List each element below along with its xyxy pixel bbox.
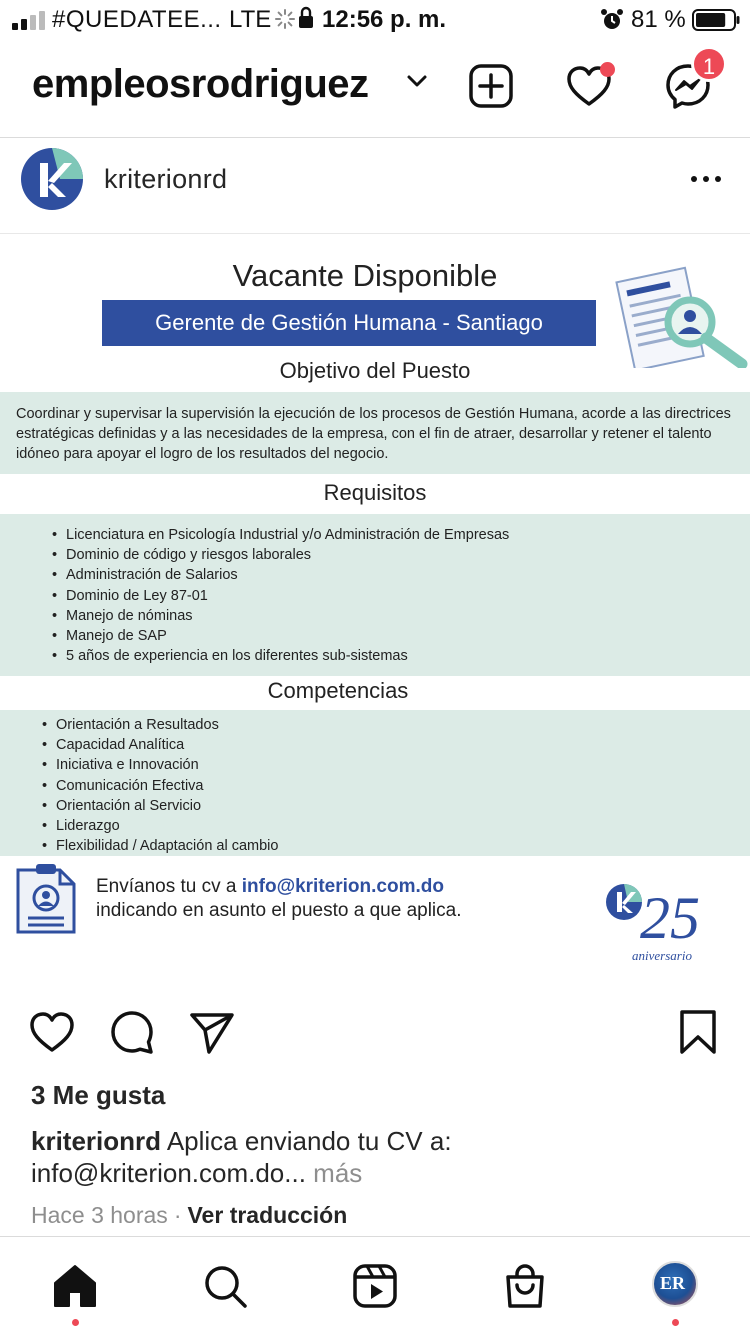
list-item: • Capacidad Analítica <box>56 735 750 755</box>
search-icon[interactable] <box>202 1263 248 1309</box>
reels-icon[interactable] <box>352 1263 398 1309</box>
competencies-list <box>56 715 750 856</box>
comment-icon[interactable] <box>108 1008 156 1056</box>
anniversary-number: 25 <box>640 885 700 951</box>
contact-prefix: Envíanos tu cv a <box>96 876 242 897</box>
profile-notification-dot <box>672 1319 679 1326</box>
requirements-block <box>0 514 750 676</box>
battery-percentage: 81 % <box>631 6 686 33</box>
app-header <box>0 42 750 138</box>
list-item: • Licenciatura en Psicología Industrial y/o Administración de Empresas <box>66 525 750 545</box>
contact-line-2: indicando en asunto el puesto a que aplica. <box>96 900 462 921</box>
alarm-icon <box>600 8 624 32</box>
vacancy-title: Vacante Disponible <box>232 258 498 293</box>
signal-icon <box>12 10 48 30</box>
contact-line-1 <box>96 876 444 898</box>
list-item: • Dominio de Ley 87-01 <box>66 586 750 606</box>
list-item: • Administración de Salarios <box>66 565 750 585</box>
contact-email: info@kriterion.com.do <box>241 876 444 897</box>
activity-dot <box>600 62 615 77</box>
objective-text: Coordinar y supervisar la supervisión la ejecución de los procesos de Gestión Humana, acorde a las directrices estratégicas definidas y a las necesidades de la empresa, con el fin de atraer, desarrollar y retener el talento idóneo para apoyar el logro de los resultados del negocio. <box>16 406 731 462</box>
profile-avatar[interactable] <box>652 1261 698 1307</box>
like-heart-icon[interactable] <box>28 1008 76 1056</box>
more-options-icon[interactable] <box>690 174 722 184</box>
list-item: • Manejo de nóminas <box>66 606 750 626</box>
meta-separator: · <box>173 1202 182 1228</box>
caption-more-link[interactable]: más <box>305 1158 363 1188</box>
anniversary-logo <box>596 872 720 968</box>
post-username[interactable]: kriterionrd <box>104 164 228 194</box>
messages-badge: 1 <box>691 46 727 82</box>
battery-icon <box>692 9 740 31</box>
home-notification-dot <box>72 1319 79 1326</box>
anniversary-word: aniversario <box>632 948 692 963</box>
cv-document-icon <box>14 864 78 936</box>
requirements-list <box>66 525 750 666</box>
shop-icon[interactable] <box>502 1263 548 1309</box>
caption-username[interactable]: kriterionrd <box>31 1126 162 1156</box>
bookmark-icon[interactable] <box>674 1008 722 1056</box>
post-time: Hace 3 horas <box>31 1202 168 1228</box>
profile-initials: ER <box>660 1273 686 1293</box>
share-icon[interactable] <box>188 1008 236 1056</box>
post-caption <box>31 1125 721 1189</box>
position-banner: Gerente de Gestión Humana - Santiago <box>102 300 596 346</box>
list-item: • 5 años de experiencia en los diferentes sub-sistemas <box>66 646 750 666</box>
network-type: LTE <box>229 6 272 33</box>
objective-heading: Objetivo del Puesto <box>279 358 471 383</box>
new-post-icon[interactable] <box>467 62 515 110</box>
lock-icon <box>298 6 314 30</box>
list-item: • Iniciativa e Innovación <box>56 755 750 775</box>
post-header <box>0 138 750 234</box>
status-bar <box>0 0 750 42</box>
account-switcher[interactable]: empleosrodriguez <box>32 62 369 106</box>
list-item: • Liderazgo <box>56 816 750 836</box>
list-item: • Flexibilidad / Adaptación al cambio <box>56 836 750 856</box>
bottom-nav <box>0 1236 750 1334</box>
clock: 12:56 p. m. <box>322 6 447 33</box>
list-item: • Manejo de SAP <box>66 626 750 646</box>
chevron-down-icon[interactable] <box>404 68 430 94</box>
objective-block <box>0 392 750 474</box>
post-image[interactable] <box>0 234 750 996</box>
list-item: • Orientación al Servicio <box>56 796 750 816</box>
carrier-name: #QUEDATEE... <box>52 6 222 33</box>
loading-icon <box>274 8 296 30</box>
caption-text: Aplica enviando tu CV a: info@kriterion.com.do... <box>31 1126 452 1188</box>
contact-section <box>0 858 750 978</box>
list-item: • Orientación a Resultados <box>56 715 750 735</box>
translate-link[interactable]: Ver traducción <box>187 1202 348 1228</box>
post-actions <box>0 1004 750 1064</box>
competencies-block <box>0 710 750 856</box>
competencies-heading: Competencias <box>267 678 409 703</box>
kriterion-avatar[interactable] <box>20 147 84 211</box>
home-icon[interactable] <box>52 1263 98 1309</box>
document-magnifier-icon <box>610 264 750 368</box>
list-item: • Dominio de código y riesgos laborales <box>66 545 750 565</box>
requirements-heading: Requisitos <box>323 480 427 505</box>
likes-count[interactable]: 3 Me gusta <box>31 1080 166 1110</box>
battery-level <box>696 13 725 27</box>
list-item: • Comunicación Efectiva <box>56 776 750 796</box>
post-meta <box>31 1202 347 1229</box>
